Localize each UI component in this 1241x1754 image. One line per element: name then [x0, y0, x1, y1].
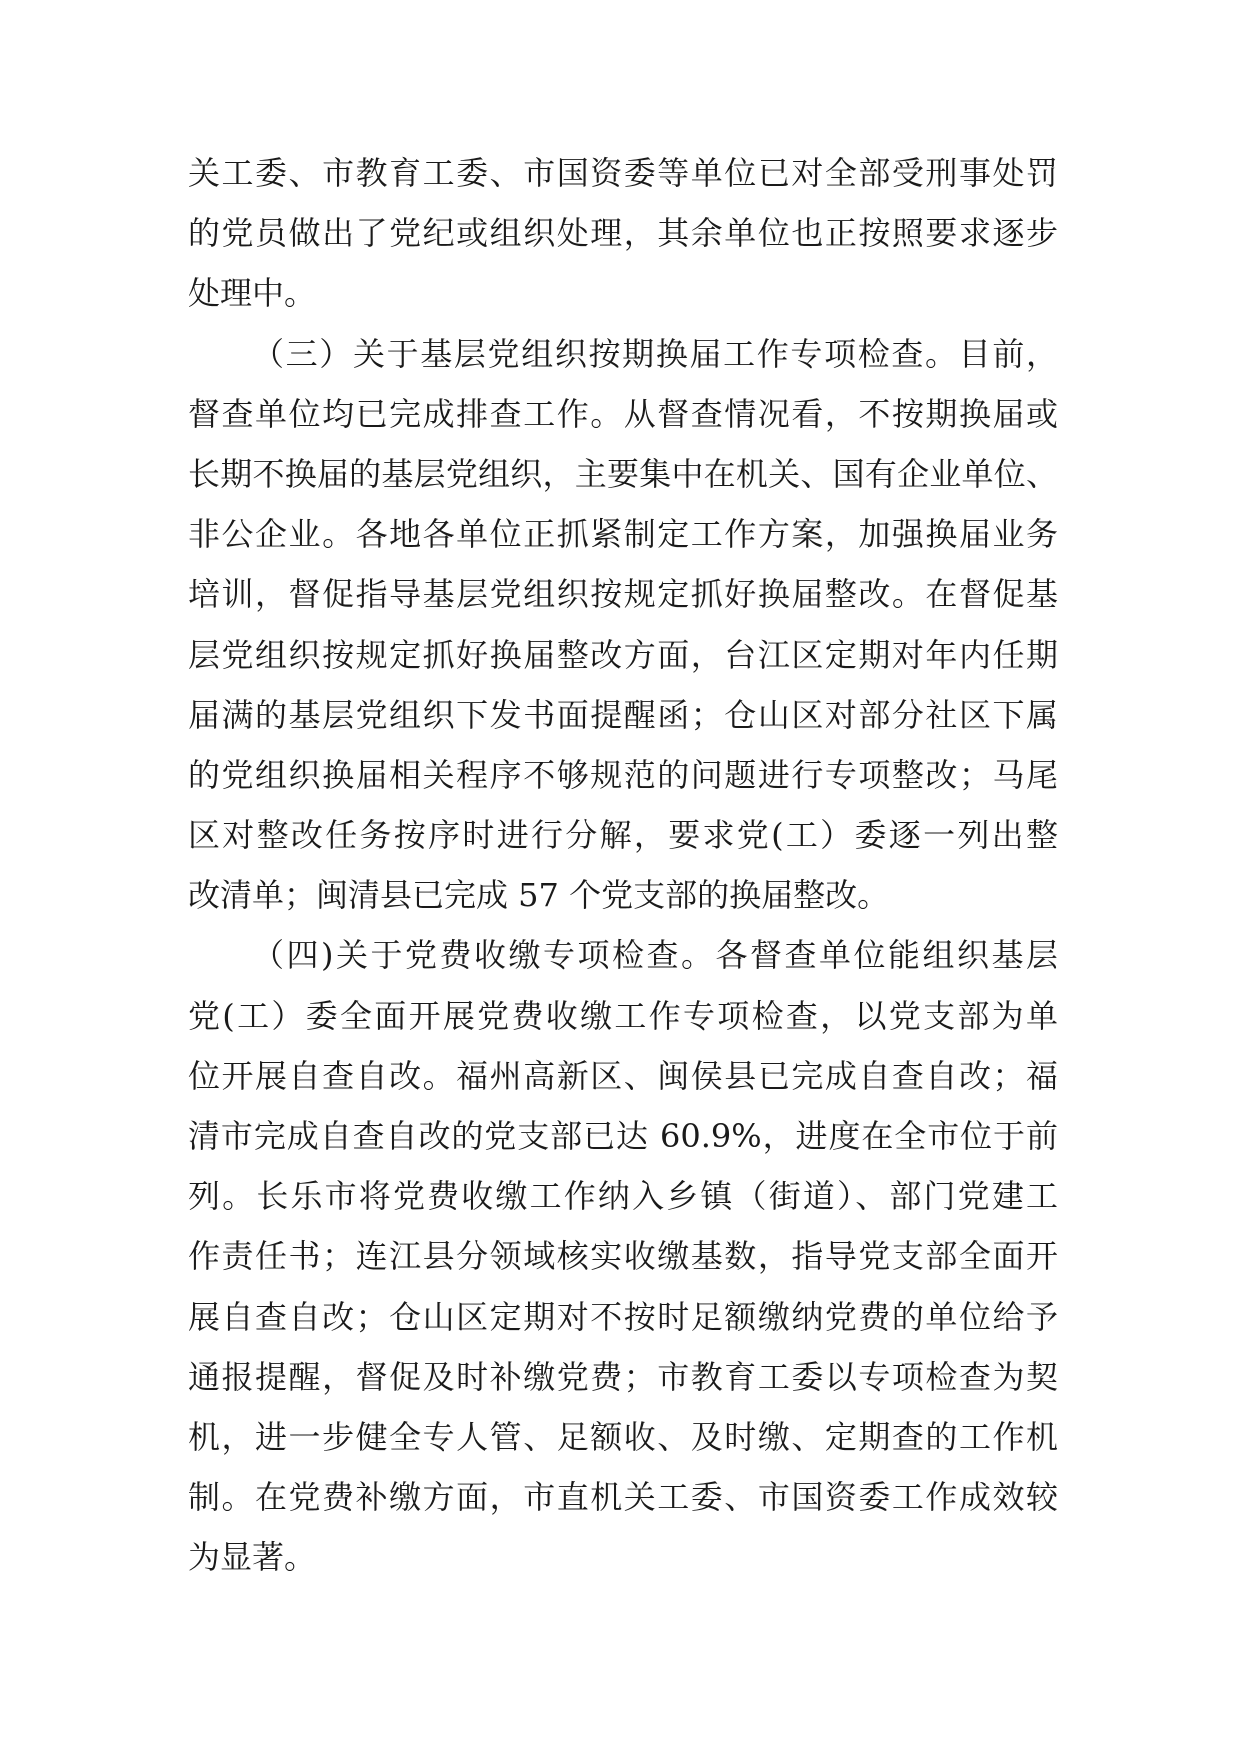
- text-line: 非公企业。各地各单位正抓紧制定工作方案，加强换届业务: [188, 515, 1058, 554]
- text-line: 位开展自查自改。福州高新区、闽侯县已完成自查自改；福: [188, 1056, 1058, 1095]
- text-line: 督查单位均已完成排查工作。从督查情况看，不按期换届或: [188, 394, 1058, 433]
- text-line: 改清单；闽清县已完成 57 个党支部的换届整改。: [188, 876, 890, 915]
- text-line: 区对整改任务按序时进行分解，要求党(工）委逐一列出整: [188, 816, 1058, 855]
- text-line: 届满的基层党组织下发书面提醒函；仓山区对部分社区下属: [188, 695, 1058, 734]
- text-line: 列。长乐市将党费收缴工作纳入乡镇（街道）、部门党建工: [188, 1177, 1058, 1216]
- text-line: 培训，督促指导基层党组织按规定抓好换届整改。在督促基: [188, 575, 1058, 614]
- text-line: （四)关于党费收缴专项检查。各督查单位能组织基层: [252, 936, 1058, 975]
- text-line: 制。在党费补缴方面，市直机关工委、市国资委工作成效较: [188, 1478, 1058, 1517]
- text-line: 处理中。: [188, 274, 317, 313]
- text-line: 党(工）委全面开展党费收缴工作专项检查，以党支部为单: [188, 996, 1058, 1035]
- text-line: 为显著。: [188, 1538, 317, 1577]
- text-line: 清市完成自查自改的党支部已达 60.9%，进度在全市位于前: [188, 1117, 1058, 1155]
- document-body: [188, 143, 1058, 1588]
- text-line: 的党员做出了党纪或组织处理，其余单位也正按照要求逐步: [188, 214, 1058, 253]
- text-line: 的党组织换届相关程序不够规范的问题进行专项整改；马尾: [188, 755, 1058, 794]
- text-line: 关工委、市教育工委、市国资委等单位已对全部受刑事处罚: [188, 154, 1058, 192]
- text-line: 长期不换届的基层党组织，主要集中在机关、国有企业单位、: [188, 454, 1058, 493]
- text-line: （三）关于基层党组织按期换届工作专项检查。目前，: [252, 334, 1058, 373]
- text-line: 作责任书；连江县分领域核实收缴基数，指导党支部全面开: [188, 1237, 1058, 1276]
- text-line: 展自查自改；仓山区定期对不按时足额缴纳党费的单位给予: [188, 1297, 1058, 1336]
- text-line: 通报提醒，督促及时补缴党费；市教育工委以专项检查为契: [188, 1357, 1058, 1396]
- text-line: 机，进一步健全专人管、足额收、及时缴、定期查的工作机: [188, 1417, 1058, 1456]
- text-line: 层党组织按规定抓好换届整改方面，台江区定期对年内任期: [188, 635, 1058, 674]
